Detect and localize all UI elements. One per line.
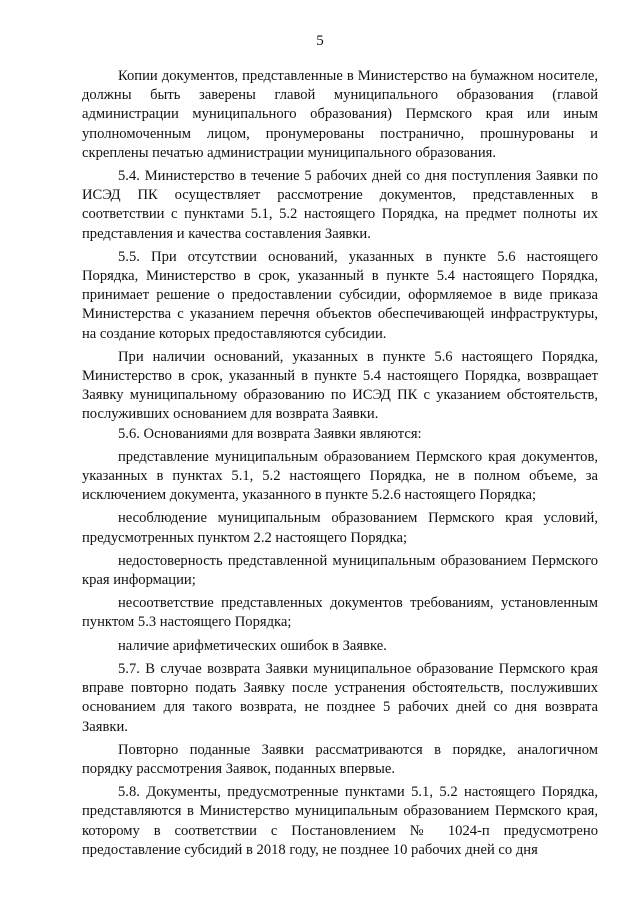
paragraph-resubmitted-applications: Повторно поданные Заявки рассматриваются в порядке, аналогичном порядку рассмотрения Заявок, поданных впервые. bbox=[82, 741, 598, 777]
paragraph-5-8: 5.8. Документы, предусмотренные пунктами 5.1, 5.2 настоящего Порядка, представляются в Министерство муниципальным образованием Пермского края, которому в соответствии с Постановлением № 1024-п предусмотрено предоставление субсидий в 2018 году, не позднее 10 рабочих дней со дня bbox=[82, 784, 598, 858]
list-item-conditions-noncompliance: несоблюдение муниципальным образованием Пермского края условий, предусмотренных пунктом 2.2 настоящего Порядка; bbox=[82, 510, 598, 546]
list-item-false-information: недостоверность представленной муниципальным образованием Пермского края информации; bbox=[82, 552, 598, 589]
paragraph-5-4: 5.4. Министерство в течение 5 рабочих дней со дня поступления Заявки по ИСЭД ПК осуществляет рассмотрение документов, представленных в соответствии с пунктами 5.1, 5.2 настоящего Порядка, на предмет полноты их представления и качества составления Заявки. bbox=[82, 168, 598, 242]
page-number: 5 bbox=[316, 33, 324, 49]
paragraph-5-7: 5.7. В случае возврата Заявки муниципальное образование Пермского края вправе повторно подать Заявку после устранения обстоятельств, послуживших основанием для такого возврата, не позднее 5 рабочих дней со дня возврата Заявки. bbox=[82, 660, 598, 735]
list-item-requirements-mismatch: несоответствие представленных документов требованиям, установленным пунктом 5.3 настоящего Порядка; bbox=[82, 595, 598, 631]
list-item-arithmetic-errors: наличие арифметических ошибок в Заявке. bbox=[118, 637, 387, 654]
document-body bbox=[82, 67, 598, 860]
paragraph-5-5: 5.5. При отсутствии оснований, указанных в пункте 5.6 настоящего Порядка, Министерство в срок, указанный в пункте 5.4 настоящего Порядка, принимает решение о предоставлении субсидии, оформляемое в виде приказа Министерства с указанием перечня объектов обеспечивающей инфраструктуры, на создание которых предоставляются субсидии. bbox=[82, 248, 598, 342]
paragraph-copies-certification: Копии документов, представленные в Министерство на бумажном носителе, должны быть заверены главой муниципального образования (главой администрации муниципального образования) Пермского края или иным уполномоченным лицом, пронумерованы постранично, прошнурованы и скреплены печатью администрации муниципального образования. bbox=[82, 68, 598, 161]
paragraph-return-grounds: При наличии оснований, указанных в пункте 5.6 настоящего Порядка, Министерство в срок, указанный в пункте 5.4 настоящего Порядка, возвращает Заявку муниципальному образованию по ИСЭД ПК с указанием обстоятельств, послуживших основанием для возврата Заявки. bbox=[82, 348, 598, 423]
list-item-incomplete-documents: представление муниципальным образованием Пермского края документов, указанных в пунктах 5.1, 5.2 настоящего Порядка, не в полном объеме, за исключением документа, указанного в пункте 5.2.6 настоящего Порядка; bbox=[82, 448, 598, 504]
paragraph-5-6: 5.6. Основаниями для возврата Заявки являются: bbox=[118, 425, 422, 442]
